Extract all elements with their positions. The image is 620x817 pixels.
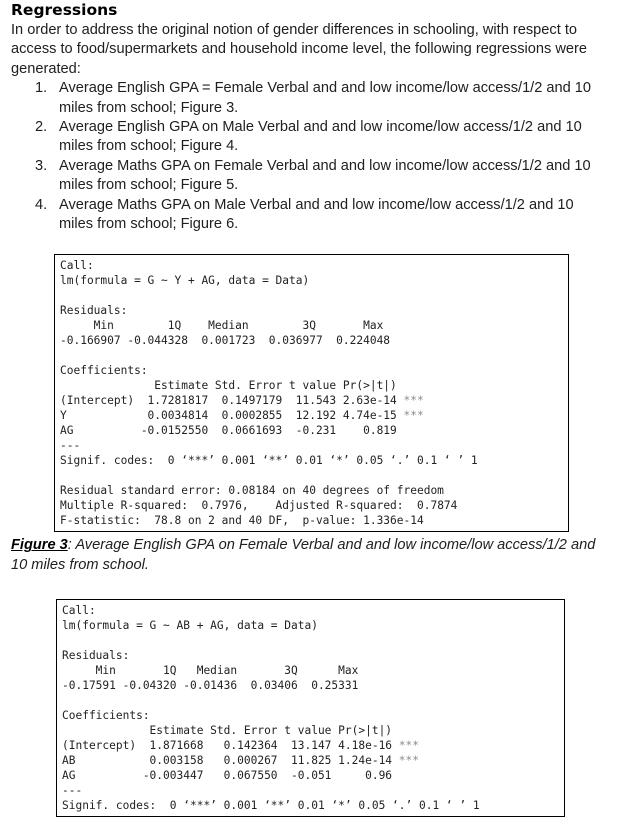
coef-values: (Intercept) 1.7281817 0.1497179 11.543 2.63e-14: [60, 394, 404, 408]
item-text: Average English GPA = Female Verbal and and low income/low access/1/2 and 10 miles from school; Figure 3.: [59, 80, 592, 116]
regression-item: [11, 79, 611, 118]
coef-row-ag: [60, 423, 568, 438]
coef-row-ab: [62, 753, 564, 768]
signif-stars: ***: [403, 409, 424, 423]
separator: ---: [60, 439, 81, 453]
regression-item: [11, 157, 611, 196]
signif-stars: ***: [398, 739, 419, 753]
r-squared: Multiple R-squared: 0.7976, Adjusted R-squared: 0.7874: [60, 499, 465, 513]
f-statistic: F-statistic: 78.8 on 2 and 40 DF, p-value: 1.336e-14: [60, 514, 424, 528]
regression-item: [11, 118, 611, 157]
section-heading: Regressions: [11, 1, 118, 19]
coef-values: AB 0.003158 0.000267 11.825 1.24e-14: [62, 754, 399, 768]
residuals-values: -0.166907 -0.044328 0.001723 0.036977 0.224048: [60, 334, 397, 348]
coef-header: Estimate Std. Error t value Pr(>|t|): [60, 379, 424, 393]
coefficients-label: Coefficients:: [62, 709, 150, 723]
residuals-header: Min 1Q Median 3Q Max: [62, 664, 366, 678]
coef-row-intercept: [62, 738, 564, 753]
signif-codes: Signif. codes: 0 ‘***’ 0.001 ‘**’ 0.01 ‘*’ 0.05 ‘.’ 0.1 ‘ ’ 1: [62, 799, 480, 813]
coef-values: Y 0.0034814 0.0002855 12.192 4.74e-15: [60, 409, 404, 423]
item-number: 4.: [35, 196, 48, 213]
coef-row-ag: [62, 768, 564, 783]
item-number: 3.: [35, 157, 48, 174]
figure-3-r-output: [54, 254, 569, 532]
caption-text: : Average English GPA on Female Verbal and and low income/low access/1/2 and 10 miles from school.: [11, 537, 596, 573]
formula: lm(formula = G ~ Y + AG, data = Data): [60, 274, 310, 288]
residuals-header: Min 1Q Median 3Q Max: [60, 319, 391, 333]
formula: lm(formula = G ~ AB + AG, data = Data): [62, 619, 318, 633]
residuals-label: Residuals:: [62, 649, 130, 663]
signif-codes: Signif. codes: 0 ‘***’ 0.001 ‘**’ 0.01 ‘*’ 0.05 ‘.’ 0.1 ‘ ’ 1: [60, 454, 478, 468]
figure-3-caption: [11, 536, 611, 575]
residuals-values: -0.17591 -0.04320 -0.01436 0.03406 0.25331: [62, 679, 366, 693]
figure-4-r-output: [56, 599, 565, 817]
item-text: Average Maths GPA on Female Verbal and and low income/low access/1/2 and 10 miles from school; Figure 5.: [59, 157, 591, 194]
call-label: Call:: [60, 259, 94, 273]
coef-row-intercept: [60, 393, 568, 408]
coef-values: AG -0.003447 0.067550 -0.051 0.96: [62, 769, 419, 783]
coefficients-label: Coefficients:: [60, 364, 148, 378]
signif-stars: ***: [398, 754, 419, 768]
coef-row-y: [60, 408, 568, 423]
call-label: Call:: [62, 604, 96, 618]
coef-values: AG -0.0152550 0.0661693 -0.231 0.819: [60, 424, 424, 438]
intro-paragraph: In order to address the original notion of gender differences in schooling, with respect to access to food/supermarkets and household income level, the following regressions were generated:: [11, 22, 587, 77]
item-text: Average Maths GPA on Male Verbal and and low income/low access/1/2 and 10 miles from school; Figure 6.: [59, 196, 574, 233]
coef-header: Estimate Std. Error t value Pr(>|t|): [62, 724, 419, 738]
regression-item: [11, 196, 611, 235]
residuals-label: Residuals:: [60, 304, 128, 318]
item-text: Average English GPA on Male Verbal and and low income/low access/1/2 and 10 miles from school; Figure 4.: [59, 119, 582, 155]
separator: ---: [62, 784, 83, 798]
item-number: 1.: [35, 80, 48, 97]
figure-label: Figure 3: [11, 537, 68, 554]
residual-standard-error: Residual standard error: 0.08184 on 40 degrees of freedom: [60, 484, 444, 498]
signif-stars: ***: [403, 394, 424, 408]
regression-list: [11, 79, 611, 234]
coef-values: (Intercept) 1.871668 0.142364 13.147 4.18e-16: [62, 739, 399, 753]
item-number: 2.: [35, 119, 48, 136]
